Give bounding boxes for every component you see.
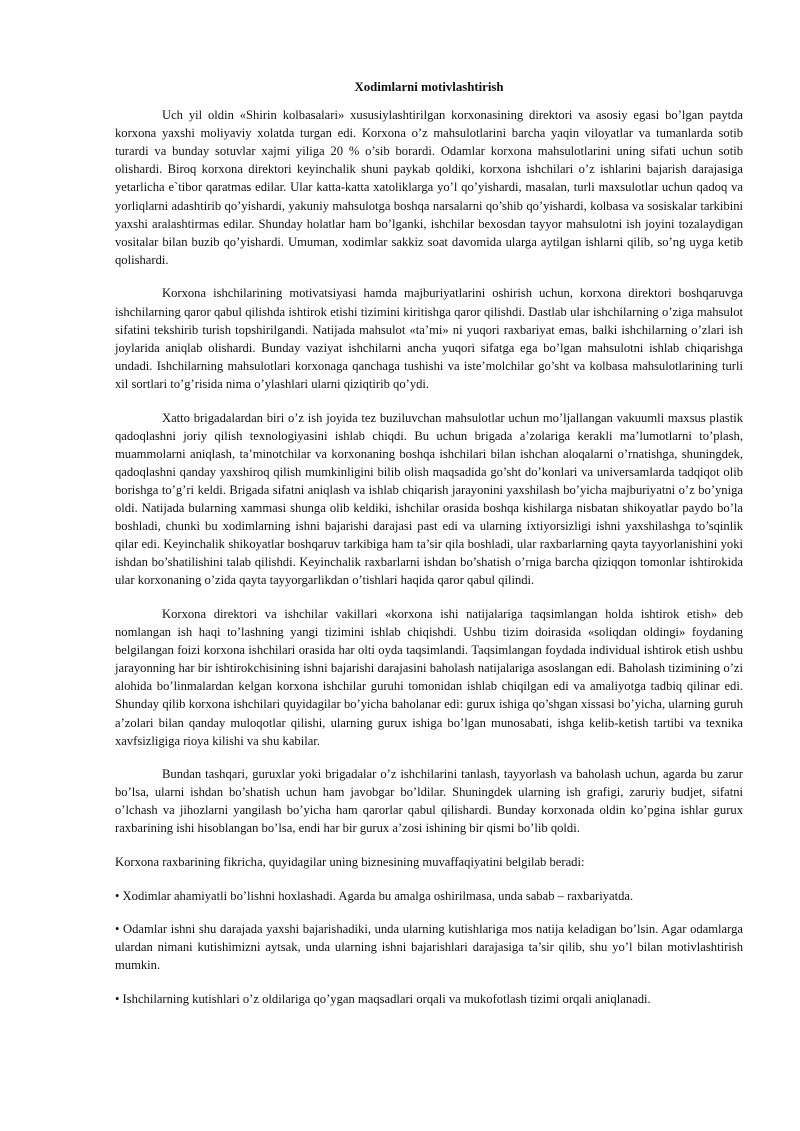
bullet-item-3: • Ishchilarning kutishlari o’z oldilariga qo’ygan maqsadlari orqali va mukofotlash tizimi orqali aniqlanadi.	[115, 992, 651, 1007]
paragraph-4: Korxona direktori va ishchilar vakillari «korxona ishi natijalariga taqsimlangan holda ishtirok etish» deb nomlangan ish haqi to’lashning yangi tizimini ishlab chiqishdi. Ushbu tizim doirasida «soliqdan oldingi» foydaning belgilangan foizi korxona ishchilari orasida har olti oyda taqsimlandi. Taqsimlangan foydada individual ishtirok etish ushbu jarayonning har bir ishtirokchisining ishni bajarishi darajasini baholash natijalariga asoslangan edi. Baholash tizimining o’zi alohida bo’linmalardan kelgan korxona ishchilar guruhi tomonidan ishlab chiqilgan edi va amaliyotga tadbiq qilinar edi. Shunday qilib korxona ishchilari quyidagilar bo’yicha baholanar edi: gurux ishiga qo’shgan xissasi bo’yicha, ularning guruh a’zolari bilan qanday muloqotlar qilishi, ularning gurux ishiga bo’lgan munosabati, ishga kelib-ketish tartibi va texnika xavfsizligiga rioya kilishi va shu kabilar.	[115, 606, 743, 748]
document-page	[115, 78, 743, 1024]
paragraph-3: Xatto brigadalardan biri o’z ish joyida tez buziluvchan mahsulotlar uchun mo’ljallangan vakuumli maxsus plastik qadoqlashni joriy qilish texnologiyasini ishlab chiqdi. Bu uchun brigada a’zolariga kerakli ma’lumotlarni to’plash, muammolarni aniqlash, ta’minotchilar va korxonaning boshqa ishchilari bilan ishchan aloqalarni o’rnatishga, shuningdek, qadoqlashni qanday yaxshiroq qilish mumkinligini bilib olish maqsadida go’sht do’konlari va universamlarda tadqiqot olib borishga to’g’ri keldi. Brigada sifatni aniqlash va ishlab chiqarish jarayonini yaxshilash bo’yicha majburiyatni o’z bo’yniga oldi. Natijada bularning xammasi shunga olib keldiki, ishchilar orasida boshqa kishilarga nisbatan shikoyatlar paydo bo’la boshladi, chunki bu xodimlarning ishni bajarishi darajasi past edi va ularning ixtiyorsizligi ishni yaxshilashga to’sqinlik qilar edi. Keyinchalik shikoyatlar boshqaruv tarkibiga ham ta’sir qila boshladi, ular raxbarlarning qayta tayyorlanishini yoki ishdan bo’shatilishini talab qilishdi. Keyinchalik raxbarlarni ishdan bo’shatish o’rniga barcha qiziqqon tomonlar ishtirokida ular korxonaning o’zida qayta tayyorgarlikdan o’tishlari haqida qaror qabul qilindi.	[115, 410, 743, 588]
document-title: Xodimlarni motivlashtirish	[354, 80, 504, 94]
intro-line: Korxona raxbarining fikricha, quyidagilar uning biznesining muvaffaqiyatini belgilab beradi:	[115, 855, 585, 870]
bullet-item-1: • Xodimlar ahamiyatli bo’lishni hoxlashadi. Agarda bu amalga oshirilmasa, unda sabab – raxbariyatda.	[115, 888, 634, 903]
paragraph-2: Korxona ishchilarining motivatsiyasi hamda majburiyatlarini oshirish uchun, korxona direktori boshqaruvga ishchilarning qaror qabul qilishda ishtirok etishi tizimini kiritishga qaror qilishdi. Dastlab ular ishchilarning o’ziga mahsulot sifatini tekshirib turish topshirilgandi. Natijada mahsulot «ta’mi» ni yuqori raxbariyat emas, balki ishchilarning o’zlari ish joylarida aniqlab olishardi. Bunday vaziyat ishchilarni ancha yuqori sifatga ega bo’lgan mahsulotni ishlab chiqarishga undadi. Ishchilarning mahsulotlari korxonaga qanchaga tushishi va iste’molchilar go’sht va kolbasa mahsulotlarining turli xil sortlari to’g’risida nima o’ylashlari ularni qiziqtirib qo’ydi.	[115, 286, 743, 391]
bullet-item-2: • Odamlar ishni shu darajada yaxshi bajarishadiki, unda ularning kutishlariga mos natija keladigan bo’lsin. Agar odamlarga ulardan nimani kutishimizni aytsak, unda ularning ishni bajarishlari darajasiga ta’sir qilib, shu yo’l bilan motivlashtirish mumkin.	[115, 922, 743, 973]
paragraph-5: Bundan tashqari, guruxlar yoki brigadalar o’z ishchilarini tanlash, tayyorlash va baholash uchun, agarda bu zarur bo’lsa, ularni ishdan bo’shatish uchun ham javobgar bo’ldilar. Shuningdek ularning ish grafigi, zaruriy budjet, sifatni o’lchash va jihozlarni yangilash bo’yicha ham qarorlar qabul qilishardi. Bunday korxonada oldin ko’pgina ishlar gurux raxbarining ishi hisoblangan bo’lsa, endi har bir gurux a’zosi ishining bir qismi bo’lib qoldi.	[115, 767, 743, 836]
paragraph-1: Uch yil oldin «Shirin kolbasalari» xususiylashtirilgan korxonasining direktori va asosiy egasi bo’lgan paytda korxona yaxshi moliyaviy xolatda turgan edi. Korxona o’z mahsulotlarini barcha yaqin viloyatlar va tumanlarda sotib turardi va bunday sotuvlar xajmi yiliga 20 % o’sib borardi. Odamlar korxona mahsulotlarini uning sifati uchun sotib olishardi. Biroq korxona direktori keyinchalik shuni paykab qoldiki, korxona ishchilari o’z ishlarini bajarish darajasiga yetarlicha e`tibor qaratmas edilar. Ular katta-katta xatoliklarga yo’l qo’yishardi, masalan, turli maxsulotlar uchun qadoq va yorliqlarni adashtirib qo’yishardi, yakuniy mahsulotga boshqa narsalarni qo’shib qo’yishardi, kolbasa va sosiskalar tarkibini yaxshi aralashtirmas edilar. Shunday holatlar ham bo’lganki, ishchilar bexosdan tayyor mahsulotni ish joyini tozalaydigan vositalar bilan buzib qo’yishardi. Umuman, xodimlar sakkiz soat davomida ularga aytilgan ishlarni qilib, so’ng uyga ketib qolishardi.	[115, 108, 743, 267]
